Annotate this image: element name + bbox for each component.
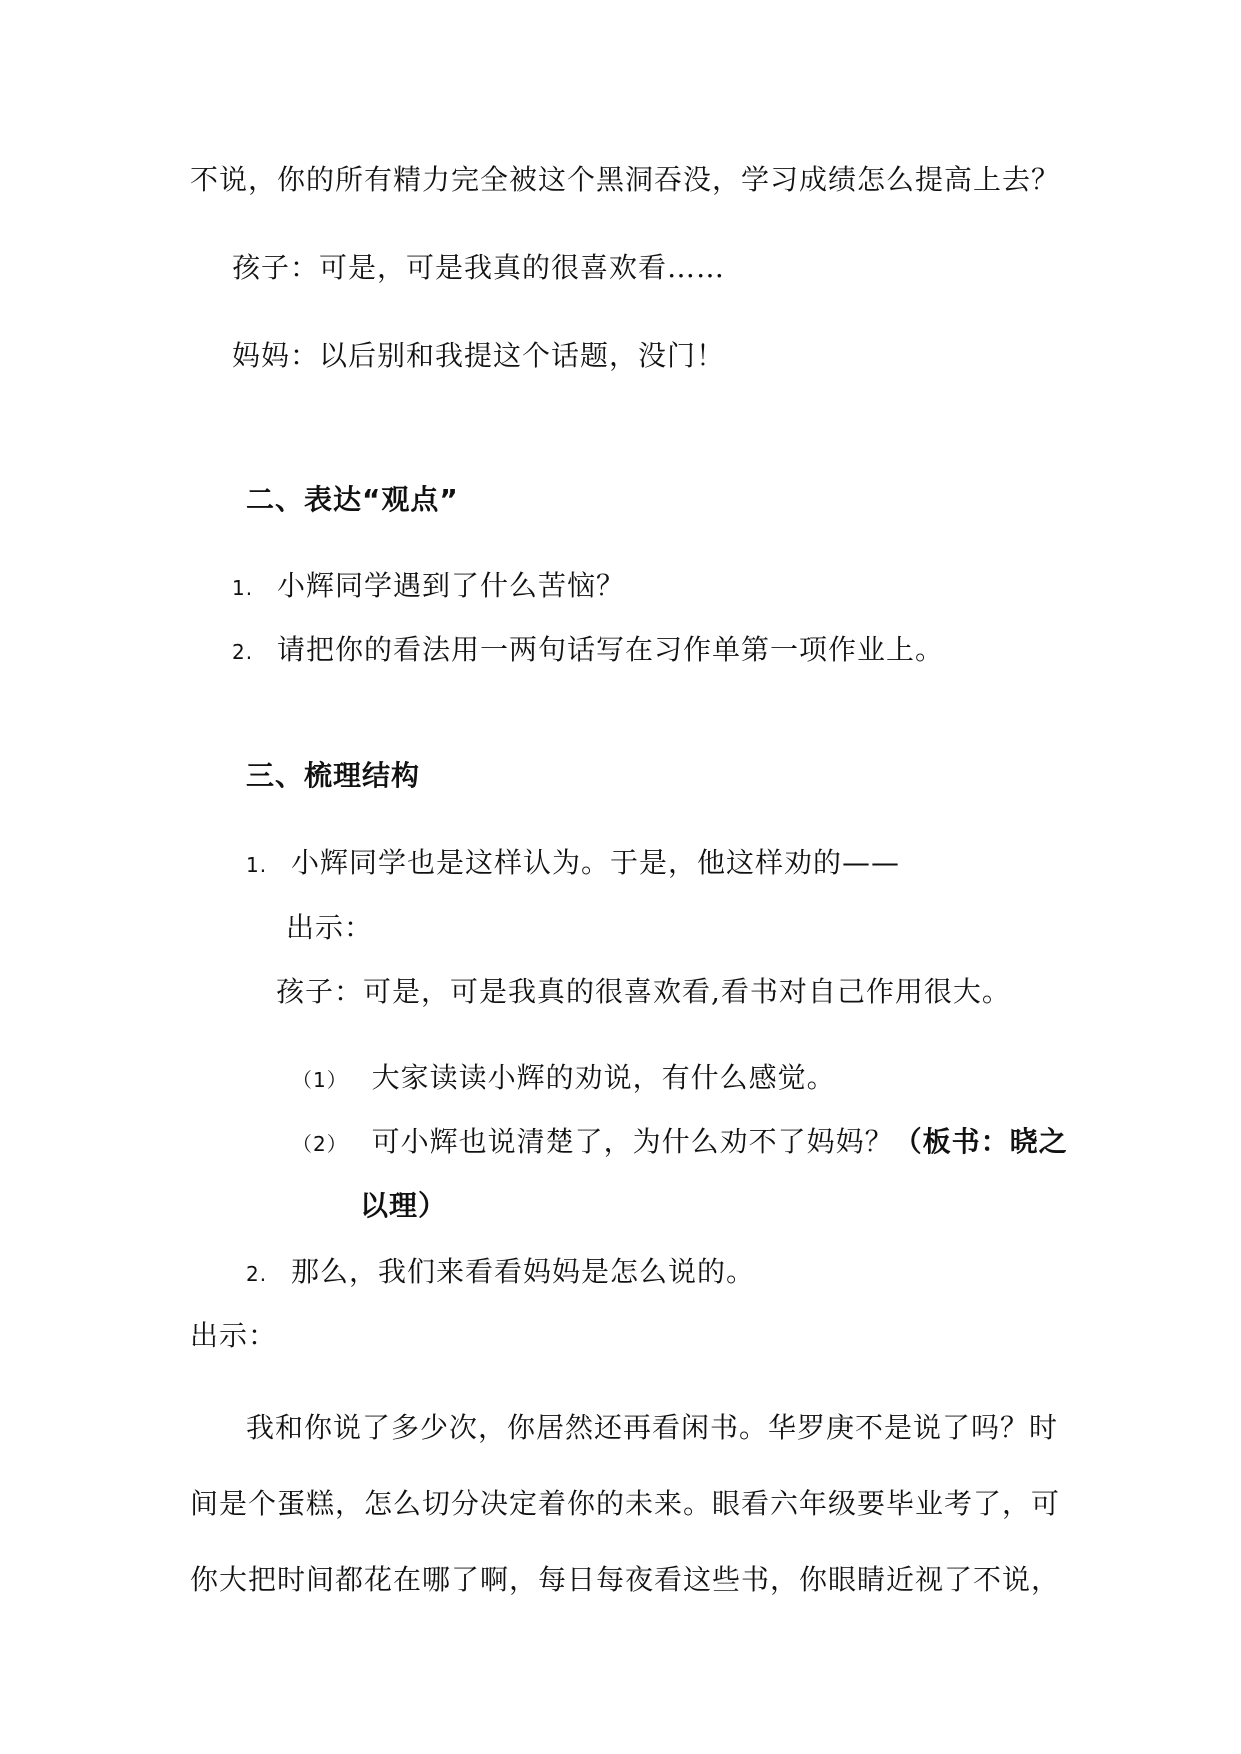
item-number: 1. — [246, 853, 268, 877]
item-text: 小辉同学遇到了什么苦恼？ — [277, 569, 626, 602]
mom-dialog: 妈妈：以后别和我提这个话题，没门！ — [232, 339, 726, 372]
mom-paragraph-line-1: 我和你说了多少次，你居然还再看闲书。华罗庚不是说了吗？时 — [246, 1411, 1059, 1444]
show-label-2: 出示： — [190, 1319, 278, 1352]
child-quote: 孩子：可是，可是我真的很喜欢看,看书对自己作用很大。 — [276, 975, 1011, 1008]
mom-paragraph-line-3: 你大把时间都花在哪了啊，每日每夜看这些书，你眼睛近视了不说， — [190, 1563, 1061, 1596]
board-note: （板书：晓之 — [893, 1125, 1068, 1158]
item-number: 1. — [232, 576, 254, 600]
section2-item-1 — [232, 566, 625, 608]
item-number: 2. — [232, 640, 254, 664]
sub-item-number: （1） — [292, 1068, 348, 1092]
section3-item-2 — [246, 1252, 755, 1294]
item-text: 请把你的看法用一两句话写在习作单第一项作业上。 — [277, 633, 945, 666]
item-text: 小辉同学也是这样认为。于是，他这样劝的—— — [291, 846, 901, 879]
sub-item-1 — [292, 1058, 836, 1100]
section3-heading: 三、梳理结构 — [246, 759, 421, 792]
intro-line: 不说，你的所有精力完全被这个黑洞吞没，学习成绩怎么提高上去？ — [190, 163, 1061, 196]
item-text: 那么，我们来看看妈妈是怎么说的。 — [291, 1255, 756, 1288]
mom-paragraph-line-2: 间是个蛋糕，怎么切分决定着你的未来。眼看六年级要毕业考了，可 — [190, 1487, 1061, 1520]
sub-item-text: 可小辉也说清楚了，为什么劝不了妈妈？ — [371, 1125, 894, 1158]
board-note-continued: 以理） — [360, 1189, 448, 1222]
sub-item-2 — [292, 1122, 1068, 1164]
section2-item-2 — [232, 630, 944, 672]
show-label: 出示： — [286, 911, 374, 944]
child-dialog: 孩子：可是，可是我真的很喜欢看…… — [232, 251, 726, 284]
sub-item-number: （2） — [292, 1132, 348, 1156]
section3-item-1 — [246, 843, 900, 885]
section2-heading: 二、表达“观点” — [246, 483, 459, 516]
item-number: 2. — [246, 1262, 268, 1286]
sub-item-text: 大家读读小辉的劝说，有什么感觉。 — [371, 1061, 836, 1094]
